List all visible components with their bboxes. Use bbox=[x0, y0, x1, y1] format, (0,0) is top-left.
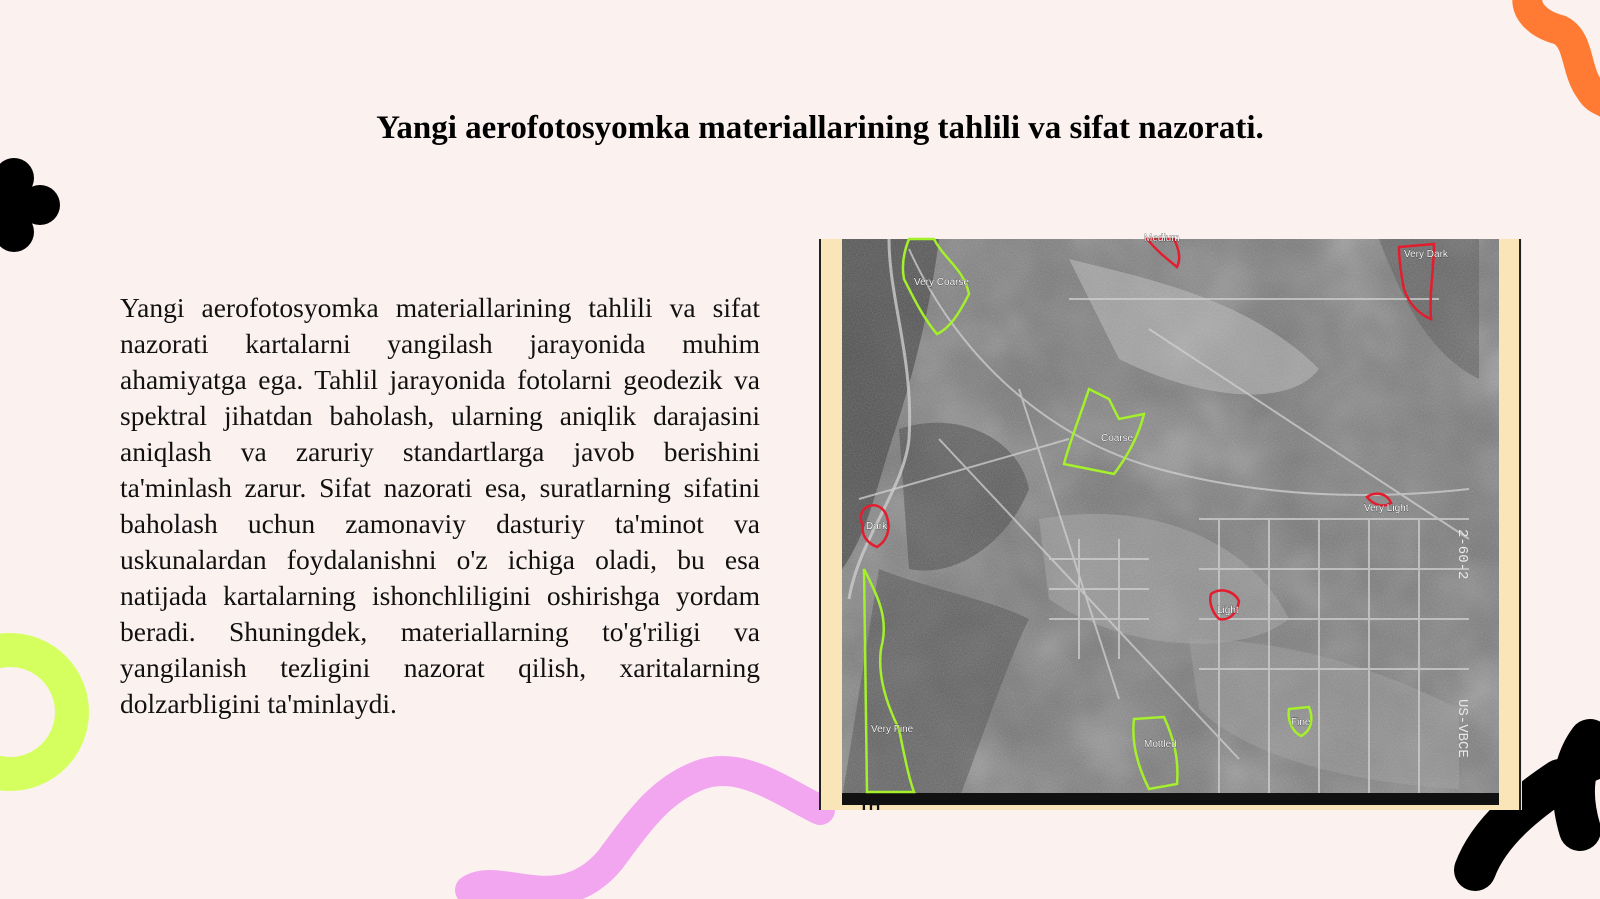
aerial-photo bbox=[819, 233, 1522, 814]
label-very-dark: Very Dark bbox=[1404, 249, 1448, 260]
orange-squiggle-decoration bbox=[1527, 0, 1600, 105]
film-mission-code: US-VBCE bbox=[1454, 699, 1470, 758]
label-mottled: Mottled bbox=[1144, 739, 1177, 750]
label-very-coarse: Very Coarse bbox=[914, 277, 970, 288]
lime-ring-decoration bbox=[0, 650, 72, 774]
label-very-fine: Very Fine bbox=[871, 724, 914, 735]
body-paragraph: Yangi aerofotosyomka materiallarining tahlili va sifat nazorati kartalarni yangilash jarayonida muhim ahamiyatga ega. Tahlil jarayonida fotolarni geodezik va spektral jihatdan baholash, ularning aniqlik darajasini aniqlash va zaruriy standartlarga javob berishini ta'minlash zarur. Sifat nazorati esa, suratlarning sifatini baholash uchun zamonaviy dasturiy ta'minot va uskunalardan foydalanishni o'z ichiga oladi, bu esa natijada kartalarning ishonchliligini oshirishga yordam beradi. Shuningdek, materiallarning to'g'riligi va yangilanish tezligini nazorat qilish, xaritalarning dolzarbligini ta'minlaydi. bbox=[120, 292, 760, 719]
black-flower-decoration bbox=[0, 158, 60, 252]
slide-title: Yangi aerofotosyomka materiallarining tahlili va sifat nazorati. bbox=[376, 110, 1264, 146]
pink-squiggle-decoration bbox=[470, 771, 820, 891]
label-fine: Fine bbox=[1291, 717, 1311, 728]
label-medium: Medium bbox=[1144, 233, 1180, 244]
label-light: Light bbox=[1217, 605, 1239, 616]
label-dark: Dark bbox=[866, 521, 888, 532]
film-frame-number: 2-60-2 bbox=[1454, 529, 1470, 580]
label-very-light: Very Light bbox=[1364, 503, 1409, 514]
label-coarse: Coarse bbox=[1101, 433, 1134, 444]
film-edge-code: TH bbox=[859, 797, 881, 814]
aerial-image-body bbox=[842, 239, 1499, 814]
